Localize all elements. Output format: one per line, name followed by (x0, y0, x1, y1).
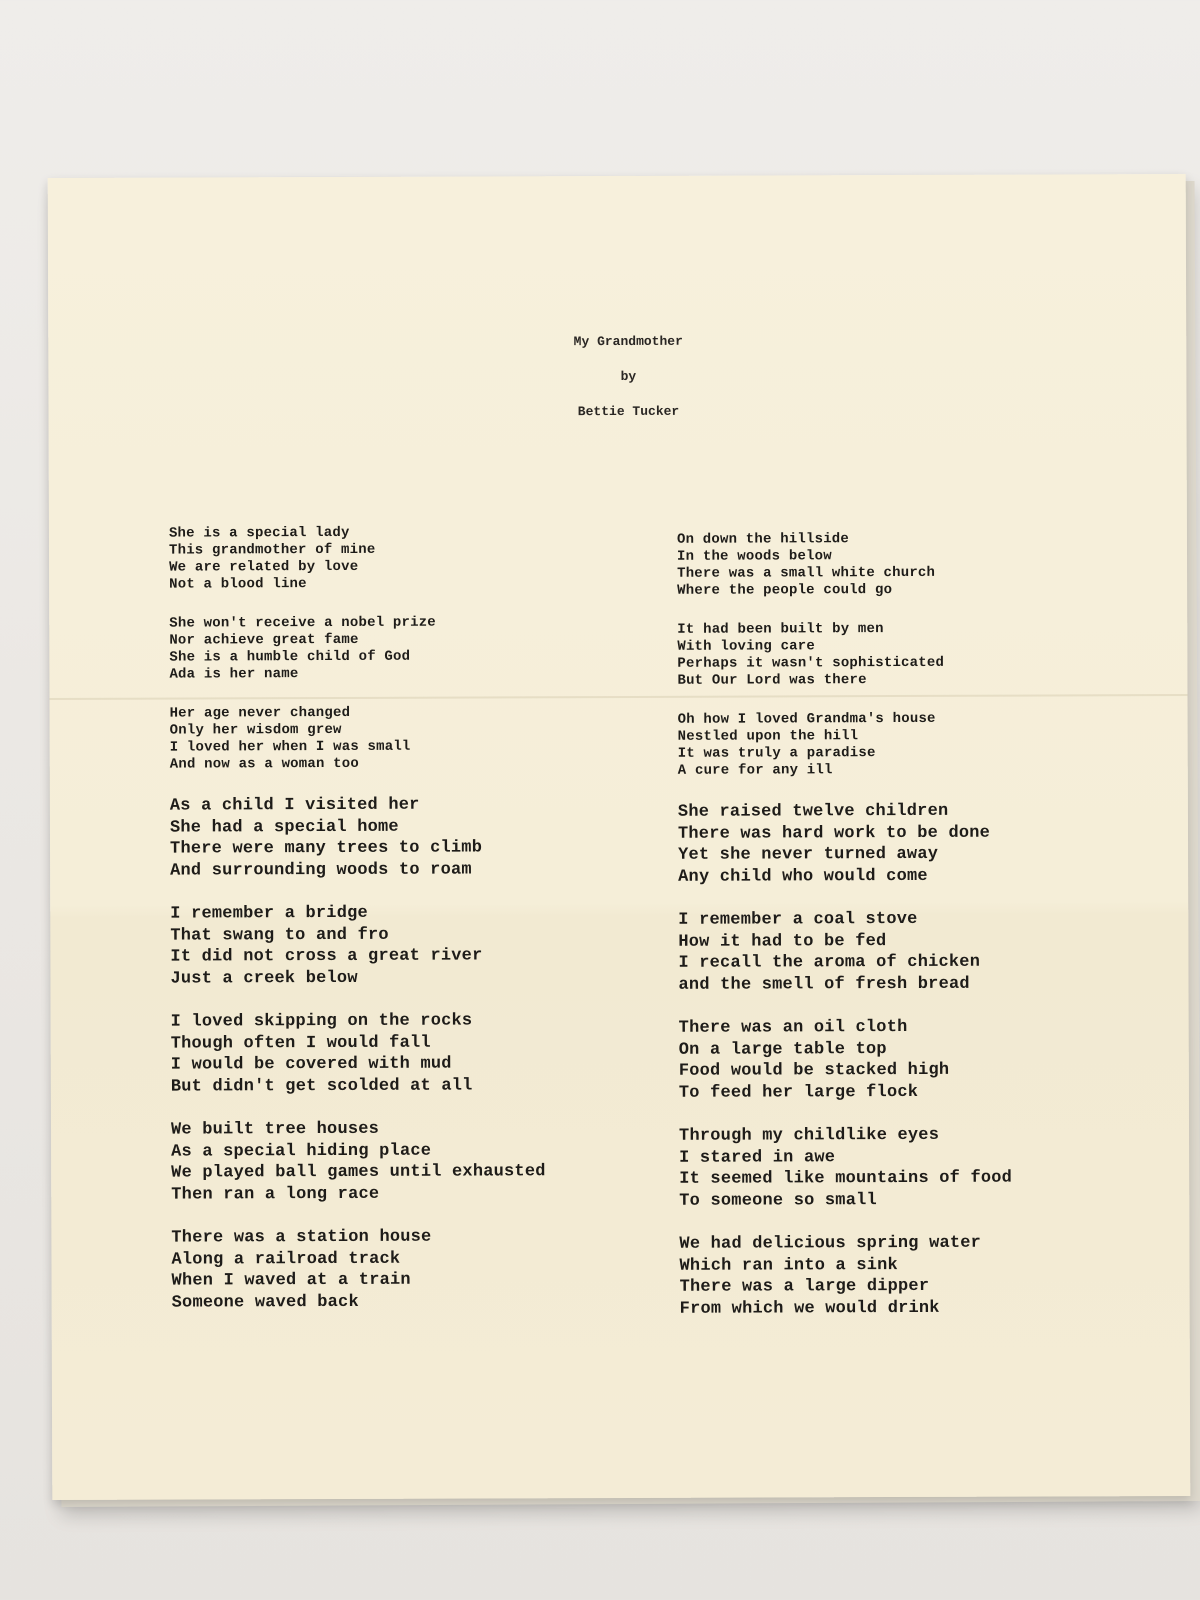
poem-line: It seemed like mountains of food (679, 1168, 1013, 1189)
poem-line: With loving care (677, 638, 815, 655)
poem-line: We built tree houses (170, 1119, 380, 1140)
poem-line: She is a humble child of God (169, 648, 411, 666)
poem-line: To someone so small (679, 1190, 877, 1211)
poem-line: We are related by love (169, 558, 359, 576)
stanza (679, 1125, 1012, 1212)
poem-line: It did not cross a great river (170, 946, 483, 967)
stanza (679, 1017, 1012, 1104)
stanza (170, 902, 545, 989)
poem-line: On a large table top (678, 1039, 887, 1060)
poem-line: Where the people could go (677, 582, 893, 599)
poem-line: As a child I visited her (169, 795, 420, 816)
poem-line: Nor achieve great fame (169, 631, 359, 649)
poem-line: I remember a coal stove (678, 909, 918, 930)
poem-line: There was a small white church (677, 564, 936, 582)
stanza (170, 794, 545, 881)
poem-by: by (620, 368, 637, 384)
poem-line: In the woods below (676, 548, 832, 565)
stanza (678, 711, 1011, 780)
poem-line: Which ran into a sink (679, 1255, 898, 1276)
poem-line: She had a special home (169, 817, 399, 838)
poem-line: I would be covered with mud (170, 1054, 452, 1075)
poem-line: She raised twelve children (677, 801, 949, 822)
stanza (678, 801, 1011, 888)
stanza (169, 614, 544, 683)
typed-page (48, 174, 1191, 1500)
poem-line: I recall the aroma of chicken (678, 952, 981, 973)
stanza (678, 909, 1011, 996)
left-column (169, 524, 546, 1335)
poem-line: Along a railroad track (171, 1249, 401, 1270)
poem-line: She won't receive a nobel prize (169, 614, 436, 632)
stanza (679, 1233, 1012, 1320)
poem-line: I loved her when I was small (169, 738, 411, 756)
stanza (171, 1118, 546, 1205)
poem-line: A cure for any ill (677, 762, 833, 779)
poem-line: On down the hillside (676, 531, 850, 548)
poem-line: Nestled upon the hill (677, 728, 859, 745)
poem-line: When I waved at a train (171, 1270, 411, 1291)
poem-line: Then ran a long race (171, 1184, 380, 1205)
poem-line: But Our Lord was there (677, 672, 867, 689)
poem-line: Food would be stacked high (678, 1060, 950, 1081)
poem-line: and the smell of fresh bread (678, 974, 970, 995)
poem-line: But didn't get scolded at all (170, 1076, 473, 1097)
poem-line: I stared in awe (679, 1147, 836, 1168)
poem-line: It had been built by men (677, 621, 884, 638)
poem-line: Oh how I loved Grandma's house (677, 710, 936, 728)
poem-line: I loved skipping on the rocks (170, 1011, 473, 1032)
poem-line: Though often I would fall (170, 1033, 431, 1054)
poem-line: Just a creek below (170, 968, 358, 989)
poem-line: Her age never changed (169, 704, 351, 722)
stanza (677, 621, 1010, 690)
poem-line: That swang to and fro (170, 925, 389, 946)
poem-line: I remember a bridge (170, 903, 368, 924)
poem-line: There was hard work to be done (677, 823, 991, 844)
stanza (169, 524, 544, 593)
poem-line: There was an oil cloth (678, 1017, 908, 1038)
poem-line: She is a special lady (168, 524, 350, 542)
poem-line: There was a station house (171, 1227, 432, 1248)
stanza (170, 704, 545, 773)
poem-line: From which we would drink (679, 1298, 940, 1319)
poem-line: There was a large dipper (679, 1276, 930, 1297)
poem-line: It was truly a paradise (677, 745, 876, 762)
poem-line: Any child who would come (678, 866, 928, 887)
poem-line: This grandmother of mine (168, 541, 376, 559)
poem-line: How it had to be fed (678, 931, 887, 952)
poem-line: Someone waved back (171, 1292, 359, 1313)
stanza (677, 531, 1010, 600)
poem-author: Bettie Tucker (577, 403, 680, 420)
poem-line: Yet she never turned away (678, 844, 939, 865)
poem-line: There were many trees to climb (170, 838, 483, 859)
stanza (171, 1226, 546, 1313)
poem-line: Perhaps it wasn't sophisticated (677, 654, 945, 672)
poem-line: Not a blood line (169, 576, 307, 593)
stanza (171, 1010, 546, 1097)
poem-line: To feed her large flock (678, 1082, 919, 1103)
right-column (677, 531, 1013, 1342)
poem-line: Ada is her name (169, 666, 299, 683)
poem-title: My Grandmother (573, 333, 683, 350)
poem-line: And surrounding woods to roam (170, 860, 472, 881)
poem-line: We played ball games until exhausted (171, 1162, 546, 1183)
poem-line: Only her wisdom grew (169, 721, 342, 739)
poem-line: Through my childlike eyes (679, 1125, 940, 1146)
poem-line: And now as a woman too (169, 755, 360, 773)
poem-line: We had delicious spring water (679, 1233, 982, 1254)
poem-line: As a special hiding place (171, 1141, 432, 1162)
